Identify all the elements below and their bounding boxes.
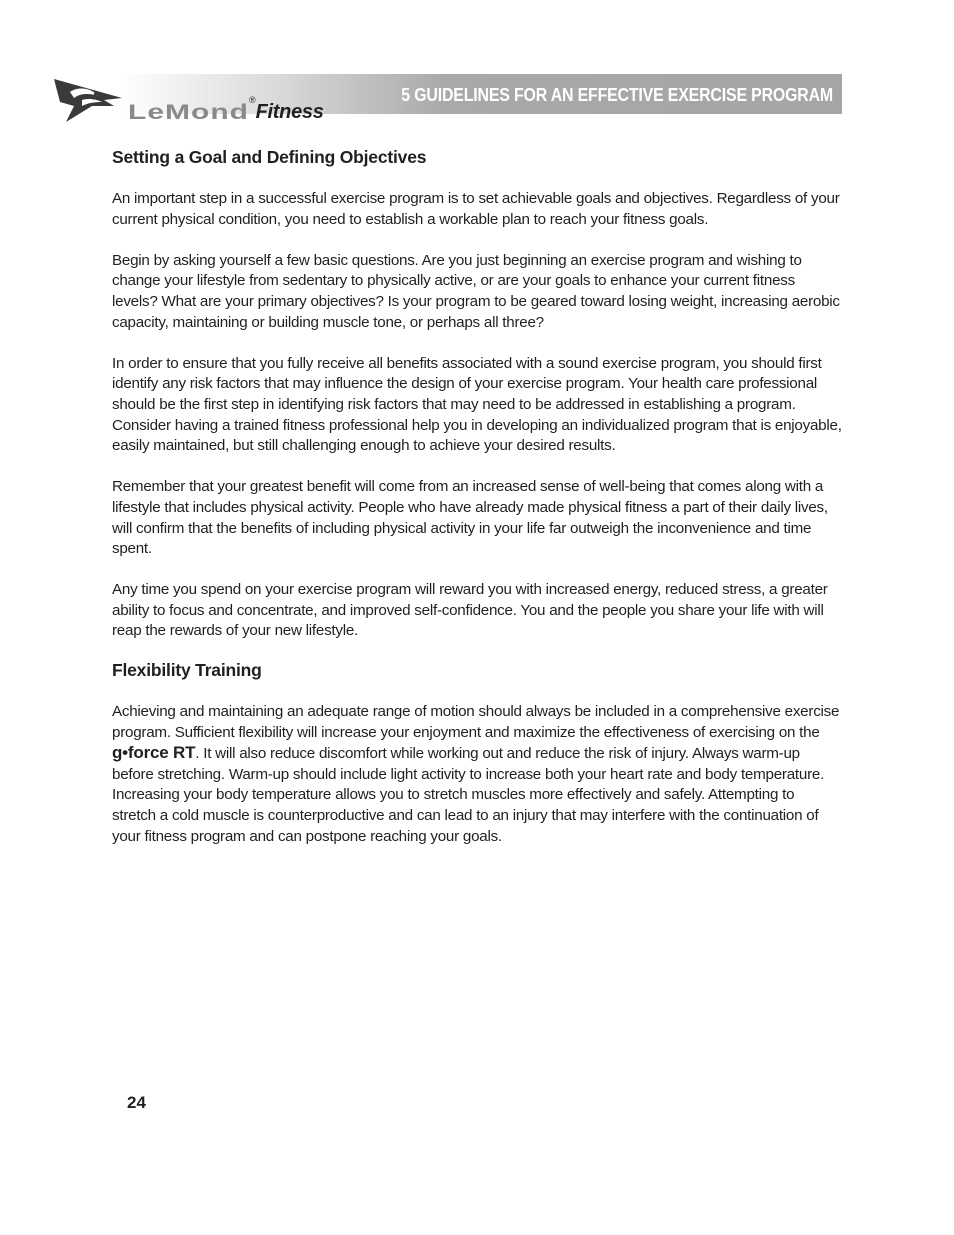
paragraph-goal-2: Begin by asking yourself a few basic questions. Are you just beginning an exercise program and wishing to change your lifestyle from sedentary to physically active, or are your goals to enhance your current fitness levels? What are your primary objectives? Is your program to be geared toward losing weight, increasing aerobic capacity, maintaining or building muscle tone, or perhaps all three?	[112, 251, 840, 331]
lemond-fitness-logo	[52, 76, 412, 126]
paragraph-goal-5: Any time you spend on your exercise program will reward you with increased energy, reduced stress, a greater ability to focus and concentrate, and improved self-confidence. You and the people you share your life with will reap the rewards of your new lifestyle.	[112, 581, 828, 640]
logo-lemond-text: LeMond	[128, 100, 249, 125]
bird-head-logo-icon	[52, 76, 127, 124]
heading-flexibility-training: Flexibility Training	[112, 660, 262, 681]
paragraph-flexibility	[112, 702, 842, 847]
section-title: 5 GUIDELINES FOR AN EFFECTIVE EXERCISE PROGRAM	[401, 84, 833, 105]
paragraph-goal-3: In order to ensure that you fully receive all benefits associated with a sound exercise program, you should first identify any risk factors that may influence the design of your exercise program. Your health care professional should be the first step in identifying risk factors that may need to be addressed in establishing a program. Consider having a trained fitness professional help you in developing an individualized program that is enjoyable, easily maintained, but still challenging enough to achieve your desired results.	[112, 354, 842, 455]
paragraph-goal-1: An important step in a successful exercise program is to set achievable goals and objectives. Regardless of your current physical condition, you need to establish a workable plan to reach your fitness goals.	[112, 190, 840, 228]
paragraph-goal-4: Remember that your greatest benefit will come from an increased sense of well-being that comes along with a lifestyle that includes physical activity. People who have already made physical fitness a part of their daily lives, will confirm that the benefits of including physical activity in your life far outweigh the inconvenience and time spent.	[112, 478, 828, 558]
heading-goal-objectives: Setting a Goal and Defining Objectives	[112, 147, 427, 167]
logo-fitness-text: Fitness	[255, 101, 324, 123]
logo-registered-mark: ®	[248, 95, 256, 105]
page-number: 24	[127, 1093, 146, 1112]
paragraph-flexibility-after: . It will also reduce discomfort while working out and reduce the risk of injury. Always warm-up before stretching. Warm-up should include light activity to increase both your heart rate and body temperature. Increasing your body temperature allows you to stretch muscles more effectively and safely. Attempting to stretch a cold muscle is counterproductive and can lead to an injury that may interfere with the continuation of your fitness program and can postpone reaching your goals.	[112, 745, 825, 845]
logo-wordmark	[128, 91, 324, 125]
product-brand-name: g•force RT	[112, 743, 196, 763]
page-content	[112, 146, 842, 847]
paragraph-flexibility-before: Achieving and maintaining an adequate range of motion should always be included in a comprehensive exercise program. Sufficient flexibility will increase your enjoyment and maximize the effectiveness of exercising on the	[112, 703, 840, 741]
